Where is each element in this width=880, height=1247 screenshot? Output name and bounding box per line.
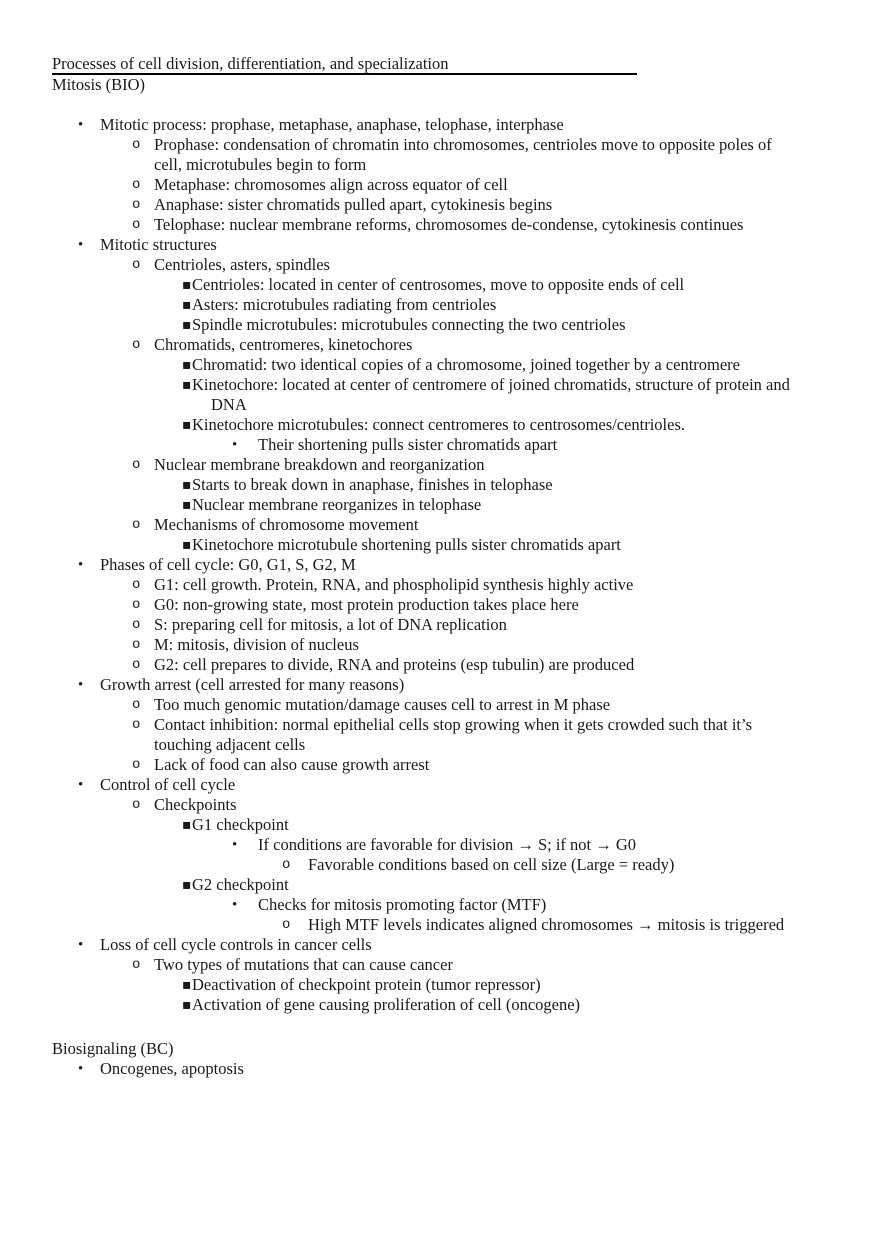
circle-bullet-icon: o	[132, 717, 141, 733]
dot-bullet-icon: •	[78, 557, 84, 573]
circle-bullet-icon: o	[282, 917, 291, 933]
list-item	[52, 475, 852, 495]
list-item-text	[154, 595, 852, 615]
list-item-line: S: preparing cell for mitosis, a lot of DNA replication	[154, 615, 507, 634]
list-item	[52, 175, 852, 195]
list-item	[52, 215, 852, 235]
biosignaling-list	[52, 1059, 852, 1079]
list-item	[52, 875, 852, 895]
list-item-text	[154, 335, 852, 355]
list-item	[52, 755, 852, 775]
circle-bullet-icon: o	[132, 217, 141, 233]
list-item-text	[258, 835, 852, 855]
dot-bullet-icon: •	[78, 237, 84, 253]
list-item-text	[154, 715, 852, 755]
list-item	[52, 235, 852, 255]
circle-bullet-icon: o	[132, 697, 141, 713]
title-row	[52, 54, 852, 75]
list-item	[52, 775, 852, 795]
square-bullet-icon: ▪	[182, 417, 192, 433]
list-item-text	[100, 235, 852, 255]
list-item-text	[100, 115, 852, 135]
list-item-text	[100, 935, 852, 955]
list-item-line: Chromatids, centromeres, kinetochores	[154, 335, 413, 354]
list-item	[52, 1059, 852, 1079]
list-item-text	[154, 195, 852, 215]
circle-bullet-icon: o	[132, 137, 141, 153]
circle-bullet-icon: o	[132, 797, 141, 813]
list-item	[52, 655, 852, 675]
circle-bullet-icon: o	[132, 757, 141, 773]
square-bullet-icon: ▪	[182, 877, 192, 893]
list-item-text	[192, 415, 852, 435]
notes-list	[52, 115, 852, 1015]
list-item-text	[154, 515, 852, 535]
list-item-line: Telophase: nuclear membrane reforms, chromosomes de-condense, cytokinesis continues	[154, 215, 744, 234]
list-item	[52, 355, 852, 375]
list-item-text	[100, 555, 852, 575]
list-item-line: Their shortening pulls sister chromatids apart	[258, 435, 558, 454]
list-item	[52, 895, 852, 915]
list-item-text	[154, 135, 852, 175]
list-item-text	[100, 1059, 852, 1079]
list-item-line: Activation of gene causing proliferation of cell (oncogene)	[192, 995, 581, 1014]
square-bullet-icon: ▪	[182, 497, 192, 513]
list-item-line: Checkpoints	[154, 795, 237, 814]
list-item-text	[154, 755, 852, 775]
list-item-text	[308, 855, 852, 875]
list-item	[52, 295, 852, 315]
square-bullet-icon: ▪	[182, 357, 192, 373]
list-item-line: Metaphase: chromosomes align across equator of cell	[154, 175, 508, 194]
circle-bullet-icon: o	[132, 657, 141, 673]
list-item-line: Checks for mitosis promoting factor (MTF)	[258, 895, 547, 914]
list-item-line: Centrioles, asters, spindles	[154, 255, 330, 274]
list-item-line: Kinetochore: located at center of centromere of joined chromatids, structure of protein and	[192, 375, 790, 394]
list-item-text	[192, 875, 852, 895]
biosignaling-heading: Biosignaling (BC)	[52, 1039, 174, 1058]
list-item-line: Anaphase: sister chromatids pulled apart, cytokinesis begins	[154, 195, 553, 214]
list-item	[52, 415, 852, 435]
circle-bullet-icon: o	[132, 957, 141, 973]
square-bullet-icon: ▪	[182, 317, 192, 333]
list-item	[52, 455, 852, 475]
dot-bullet-icon: •	[78, 1061, 84, 1077]
blank-line	[52, 95, 852, 115]
dot-bullet-icon: •	[232, 837, 238, 853]
list-item	[52, 375, 852, 415]
list-item-line: touching adjacent cells	[154, 735, 306, 754]
list-item	[52, 255, 852, 275]
list-item-text	[154, 655, 852, 675]
list-item-line: Centrioles: located in center of centrosomes, move to opposite ends of cell	[192, 275, 685, 294]
list-item-text	[154, 635, 852, 655]
list-item	[52, 815, 852, 835]
list-item-line: Nuclear membrane reorganizes in telophase	[192, 495, 482, 514]
circle-bullet-icon: o	[132, 517, 141, 533]
list-item	[52, 315, 852, 335]
list-item-line: Deactivation of checkpoint protein (tumor repressor)	[192, 975, 541, 994]
list-item	[52, 935, 852, 955]
list-item	[52, 275, 852, 295]
circle-bullet-icon: o	[132, 577, 141, 593]
list-item-text	[154, 955, 852, 975]
list-item-text	[192, 355, 852, 375]
list-item-text	[192, 535, 852, 555]
circle-bullet-icon: o	[132, 337, 141, 353]
list-item-text	[154, 455, 852, 475]
list-item-line: Contact inhibition: normal epithelial cells stop growing when it gets crowded such that it’s	[154, 715, 753, 734]
list-item-line: G1 checkpoint	[192, 815, 289, 834]
circle-bullet-icon: o	[132, 197, 141, 213]
list-item	[52, 135, 852, 175]
list-item	[52, 855, 852, 875]
list-item	[52, 555, 852, 575]
circle-bullet-icon: o	[132, 177, 141, 193]
list-item-text	[154, 575, 852, 595]
list-item-text	[192, 975, 852, 995]
list-item	[52, 115, 852, 135]
list-item-line: High MTF levels indicates aligned chromosomes → mitosis is triggered	[308, 915, 785, 934]
circle-bullet-icon: o	[132, 637, 141, 653]
list-item-text	[100, 675, 852, 695]
list-item	[52, 995, 852, 1015]
list-item-line: G1: cell growth. Protein, RNA, and phospholipid synthesis highly active	[154, 575, 634, 594]
list-item	[52, 695, 852, 715]
list-item	[52, 715, 852, 755]
square-bullet-icon: ▪	[182, 977, 192, 993]
list-item	[52, 635, 852, 655]
list-item	[52, 435, 852, 455]
list-item	[52, 975, 852, 995]
list-item-text	[192, 495, 852, 515]
square-bullet-icon: ▪	[182, 817, 192, 833]
circle-bullet-icon: o	[132, 617, 141, 633]
list-item	[52, 835, 852, 855]
list-item-text	[100, 775, 852, 795]
list-item-line: Kinetochore microtubule shortening pulls sister chromatids apart	[192, 535, 621, 554]
document-title: Processes of cell division, differentiation, and specialization	[52, 54, 637, 75]
square-bullet-icon: ▪	[182, 277, 192, 293]
list-item	[52, 595, 852, 615]
circle-bullet-icon: o	[132, 597, 141, 613]
dot-bullet-icon: •	[232, 437, 238, 453]
list-item-line: Spindle microtubules: microtubules connecting the two centrioles	[192, 315, 626, 334]
list-item-text	[258, 895, 852, 915]
list-item-line: Asters: microtubules radiating from centrioles	[192, 295, 497, 314]
square-bullet-icon: ▪	[182, 377, 192, 393]
list-item	[52, 675, 852, 695]
list-item-text	[192, 815, 852, 835]
list-item-text	[154, 255, 852, 275]
dot-bullet-icon: •	[78, 677, 84, 693]
list-item	[52, 535, 852, 555]
list-item-text	[308, 915, 852, 935]
list-item	[52, 335, 852, 355]
square-bullet-icon: ▪	[182, 477, 192, 493]
list-item-line: Mitotic structures	[100, 235, 217, 254]
list-item-text	[154, 215, 852, 235]
list-item-line: cell, microtubules begin to form	[154, 155, 367, 174]
list-item	[52, 955, 852, 975]
list-item-line: Starts to break down in anaphase, finishes in telophase	[192, 475, 553, 494]
list-item-line: Kinetochore microtubules: connect centromeres to centrosomes/centrioles.	[192, 415, 685, 434]
list-item-line: G2: cell prepares to divide, RNA and proteins (esp tubulin) are produced	[154, 655, 635, 674]
list-item-line: Oncogenes, apoptosis	[100, 1059, 244, 1078]
list-item-text	[192, 275, 852, 295]
list-item	[52, 615, 852, 635]
list-item-text	[258, 435, 852, 455]
document-subtitle: Mitosis (BIO)	[52, 75, 146, 94]
list-item-line: Chromatid: two identical copies of a chromosome, joined together by a centromere	[192, 355, 740, 374]
list-item	[52, 795, 852, 815]
list-item-line: Lack of food can also cause growth arrest	[154, 755, 430, 774]
list-item-line: M: mitosis, division of nucleus	[154, 635, 359, 654]
list-item-line: G0: non-growing state, most protein production takes place here	[154, 595, 579, 614]
list-item-line: Too much genomic mutation/damage causes cell to arrest in M phase	[154, 695, 611, 714]
list-item-text	[192, 375, 852, 415]
list-item-line: Phases of cell cycle: G0, G1, S, G2, M	[100, 555, 356, 574]
list-item-text	[192, 995, 852, 1015]
list-item-line: Loss of cell cycle controls in cancer cells	[100, 935, 372, 954]
list-item-line: G2 checkpoint	[192, 875, 289, 894]
square-bullet-icon: ▪	[182, 997, 192, 1013]
list-item-line: Mitotic process: prophase, metaphase, anaphase, telophase, interphase	[100, 115, 564, 134]
list-item-text	[154, 615, 852, 635]
list-item-line: Growth arrest (cell arrested for many reasons)	[100, 675, 405, 694]
dot-bullet-icon: •	[78, 777, 84, 793]
dot-bullet-icon: •	[78, 937, 84, 953]
list-item-line: Control of cell cycle	[100, 775, 236, 794]
list-item-text	[192, 475, 852, 495]
list-item-line: DNA	[211, 395, 247, 414]
list-item-text	[154, 695, 852, 715]
dot-bullet-icon: •	[78, 117, 84, 133]
list-item	[52, 195, 852, 215]
list-item-text	[192, 295, 852, 315]
list-item	[52, 515, 852, 535]
list-item-line: Prophase: condensation of chromatin into chromosomes, centrioles move to opposite poles of	[154, 135, 772, 154]
circle-bullet-icon: o	[132, 257, 141, 273]
list-item-text	[154, 175, 852, 195]
square-bullet-icon: ▪	[182, 297, 192, 313]
circle-bullet-icon: o	[132, 457, 141, 473]
list-item-text	[192, 315, 852, 335]
list-item	[52, 915, 852, 935]
list-item	[52, 575, 852, 595]
dot-bullet-icon: •	[232, 897, 238, 913]
list-item-line: Nuclear membrane breakdown and reorganization	[154, 455, 485, 474]
list-item-text	[154, 795, 852, 815]
list-item-line: If conditions are favorable for division → S; if not → G0	[258, 835, 637, 854]
circle-bullet-icon: o	[282, 857, 291, 873]
list-item-line: Favorable conditions based on cell size (Large = ready)	[308, 855, 675, 874]
list-item-line: Two types of mutations that can cause cancer	[154, 955, 453, 974]
square-bullet-icon: ▪	[182, 537, 192, 553]
list-item-line: Mechanisms of chromosome movement	[154, 515, 419, 534]
list-item	[52, 495, 852, 515]
